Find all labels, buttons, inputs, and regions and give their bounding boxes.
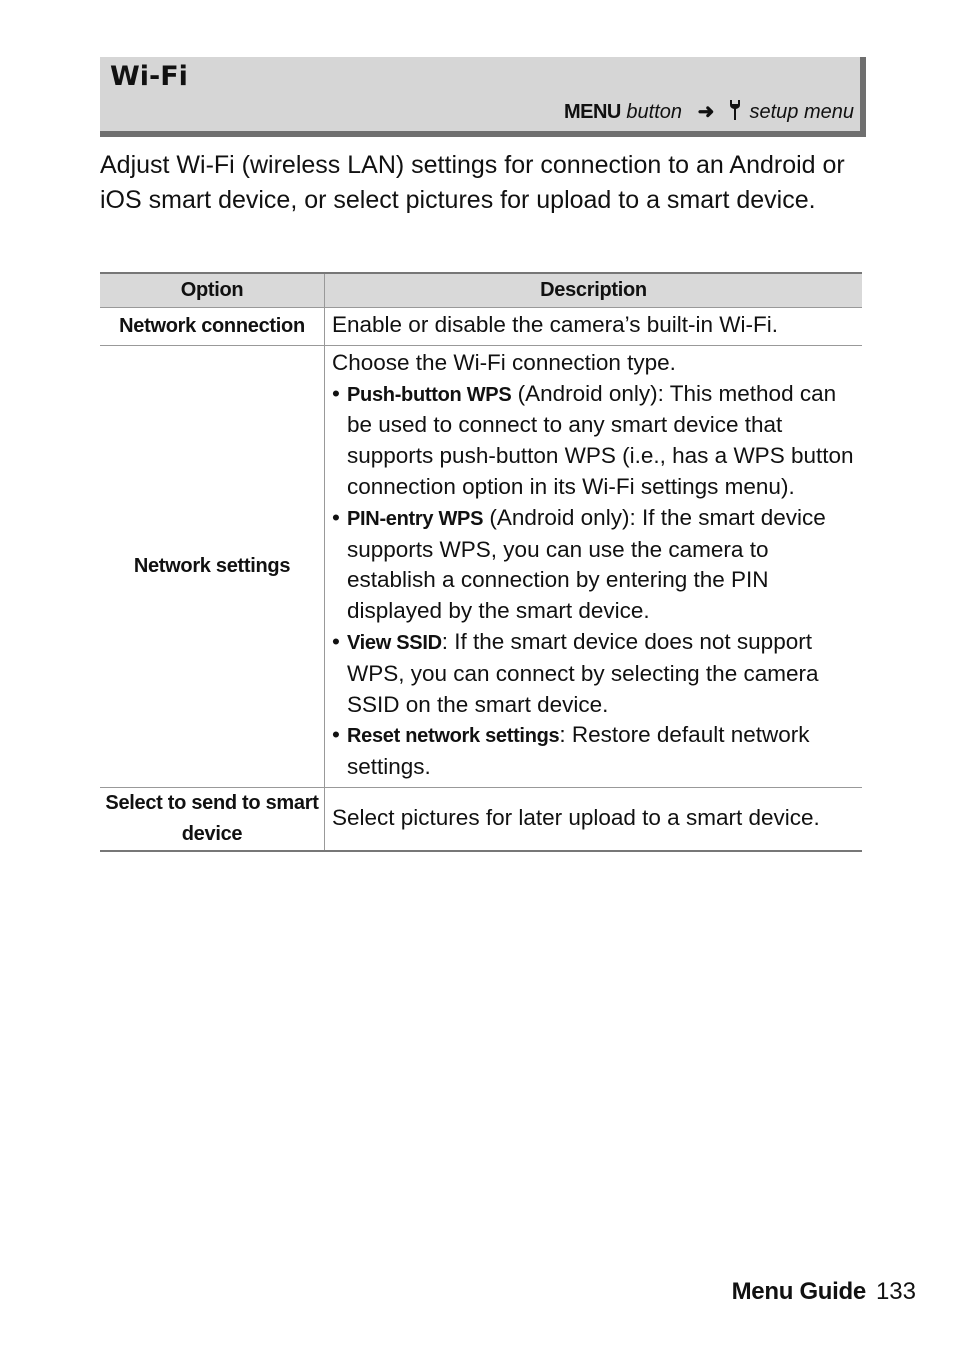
list-item-text: : If the smart device does not support WPS, you can connect by selecting the camera SSID on the smart device. — [347, 628, 819, 717]
options-table — [100, 272, 862, 852]
table-row — [100, 345, 862, 787]
description-network-settings — [325, 345, 863, 787]
section-header — [100, 57, 866, 137]
page-title: Wi-Fi — [110, 61, 188, 92]
column-header-description: Description — [325, 273, 863, 308]
list-item-text: (Android only): This method can be used to connect to any smart device that supports push-button WPS (i.e., has a WPS button connection option in its Wi-Fi settings menu). — [347, 380, 854, 499]
option-network-settings: Network settings — [100, 345, 325, 787]
intro-paragraph: Adjust Wi-Fi (wireless LAN) settings for connection to an Android or iOS smart device, or select pictures for upload to a smart device. — [100, 151, 845, 214]
term-pin-entry-wps: PIN-entry WPS — [347, 507, 484, 530]
bullet-list — [332, 379, 854, 783]
page-number: 133 — [875, 1278, 916, 1305]
list-item — [332, 627, 854, 720]
table-row — [100, 308, 862, 346]
term-reset-network-settings: Reset network settings — [347, 725, 560, 748]
term-push-button-wps: Push-button WPS — [347, 383, 512, 406]
description-select-to-send: Select pictures for later upload to a smart device. — [325, 787, 863, 851]
list-item — [332, 379, 854, 503]
page-footer — [732, 1278, 916, 1306]
menu-key-label: MENU — [563, 101, 621, 123]
menu-path-button-label: button — [626, 101, 683, 123]
table-header-row — [100, 273, 862, 308]
menu-path — [564, 99, 854, 124]
wrench-icon — [728, 99, 742, 121]
option-network-connection: Network connection — [100, 308, 325, 346]
menu-path-setup-menu: setup menu — [749, 101, 854, 123]
list-item-text: (Android only): If the smart device supports WPS, you can use the camera to establish a connection by entering the PIN displayed by the smart device. — [347, 504, 826, 624]
column-header-option: Option — [100, 273, 325, 308]
option-select-to-send: Select to send to smart device — [100, 787, 325, 851]
term-view-ssid: View SSID — [347, 631, 442, 654]
list-item — [332, 720, 854, 783]
description-lead: Choose the Wi-Fi connection type. — [332, 349, 676, 375]
list-item-text: : Restore default network settings. — [347, 722, 810, 780]
description-network-connection: Enable or disable the camera’s built-in Wi-Fi. — [325, 308, 863, 346]
list-item — [332, 503, 854, 627]
arrow-right-icon: ➜ — [697, 101, 715, 123]
footer-section-label: Menu Guide — [731, 1278, 866, 1305]
table-row — [100, 787, 862, 851]
